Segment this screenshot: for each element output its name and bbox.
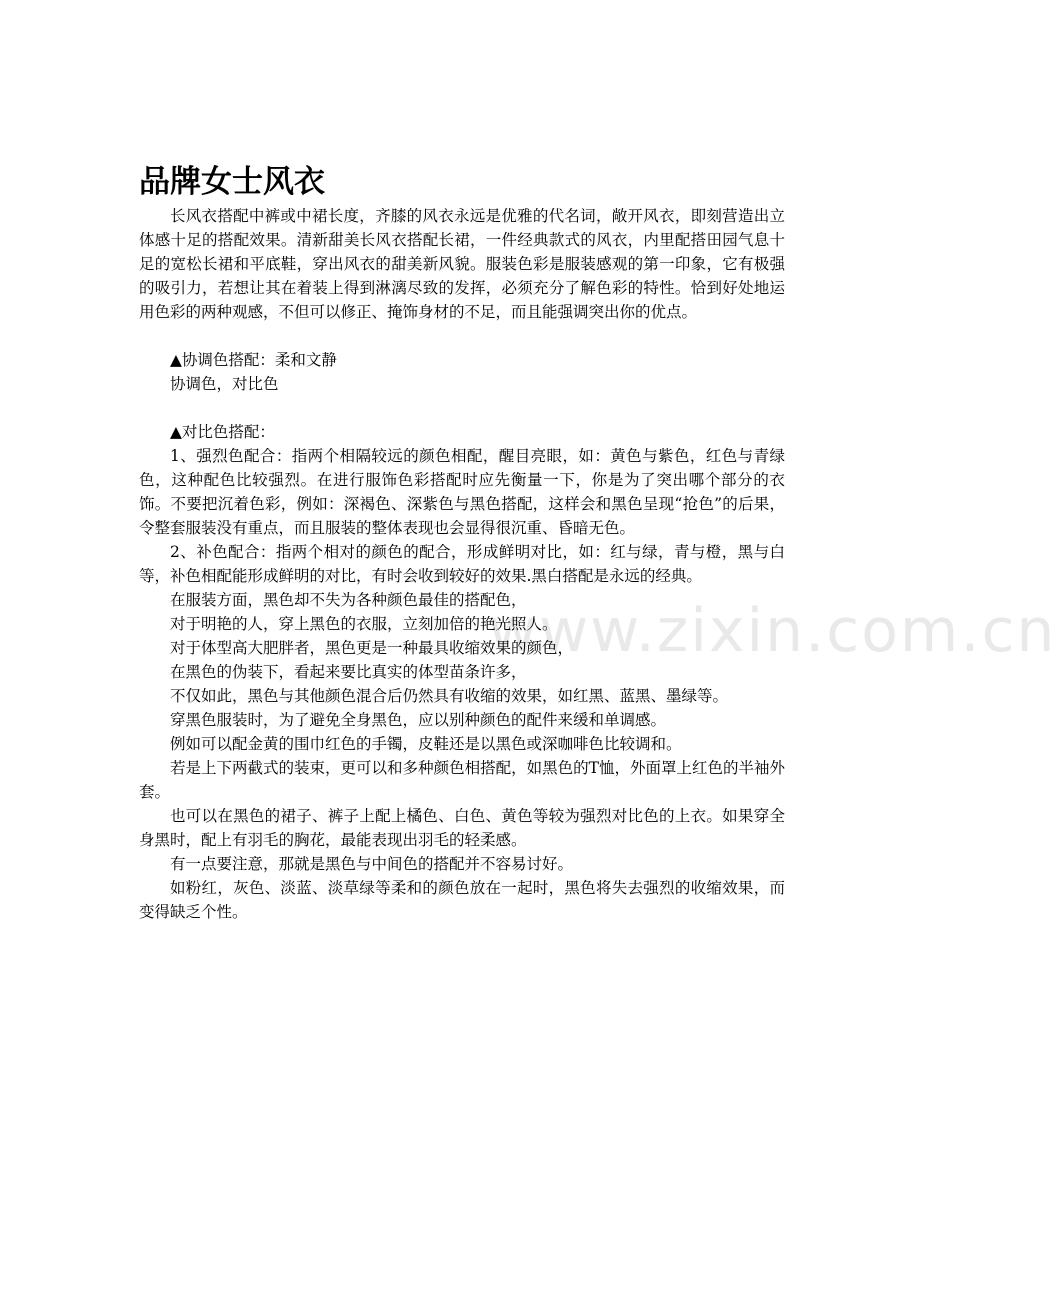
body-paragraph: 例如可以配金黄的围巾红色的手镯，皮鞋还是以黑色或深咖啡色比较调和。 [170,735,682,753]
body-paragraph: 1、强烈色配合：指两个相隔较远的颜色相配，醒目亮眼，如：黄色与紫色，红色与青绿色，这种配色比较强烈。在进行服饰色彩搭配时应先衡量一下，你是为了突出哪个部分的衣饰。不要把沉着色彩，例如：深褐色、深紫色与黑色搭配，这样会和黑色呈现“抢色”的后果，令整套服装没有重点，而且服装的整体表现也会显得很沉重、昏暗无色。 [139,447,785,537]
body-paragraph: 若是上下两截式的装束，更可以和多种颜色相搭配，如黑色的T恤，外面罩上红色的半袖外套。 [139,759,785,801]
spacer [139,396,785,420]
body-paragraph: 在服装方面，黑色却不失为各种颜色最佳的搭配色， [170,591,527,609]
body-paragraph: 有一点要注意，那就是黑色与中间色的搭配并不容易讨好。 [170,855,574,873]
body-paragraph: 2、补色配合：指两个相对的颜色的配合，形成鲜明对比，如：红与绿，青与橙，黑与白等，补色相配能形成鲜明的对比，有时会收到较好的效果.黑白搭配是永远的经典。 [139,543,785,585]
body-paragraph: 不仅如此，黑色与其他颜色混合后仍然具有收缩的效果，如红黑、蓝黑、墨绿等。 [170,687,729,705]
body-paragraph: 对于明艳的人，穿上黑色的衣服，立刻加倍的艳光照人。 [170,615,558,633]
section-heading-contrast: ▲对比色搭配： [170,423,275,441]
section-text-harmonious: 协调色，对比色 [170,375,279,393]
spacer [139,324,785,348]
body-paragraph: 也可以在黑色的裙子、裤子上配上橘色、白色、黄色等较为强烈对比色的上衣。如果穿全身黑时，配上有羽毛的胸花，最能表现出羽毛的轻柔感。 [139,807,785,849]
body-paragraph: 如粉红，灰色、淡蓝、淡草绿等柔和的颜色放在一起时，黑色将失去强烈的收缩效果，而变得缺乏个性。 [139,879,785,921]
body-paragraph: 对于体型高大肥胖者，黑色更是一种最具收缩效果的颜色， [170,639,574,657]
watermark-text: www.zixin.com.cn [488,596,1056,666]
body-paragraph: 在黑色的伪装下，看起来要比真实的体型苗条许多， [170,663,527,681]
document-title: 品牌女士风衣 [139,164,325,200]
intro-paragraph: 长风衣搭配中裤或中裙长度，齐膝的风衣永远是优雅的代名词，敞开风衣，即刻营造出立体感十足的搭配效果。清新甜美长风衣搭配长裙，一件经典款式的风衣，内里配搭田园气息十足的宽松长裙和平底鞋，穿出风衣的甜美新风貌。服装色彩是服装感观的第一印象，它有极强的吸引力，若想让其在着装上得到淋漓尽致的发挥，必须充分了解色彩的特性。恰到好处地运用色彩的两种观感，不但可以修正、掩饰身材的不足，而且能强调突出你的优点。 [139,207,785,321]
section-heading-harmonious: ▲协调色搭配：柔和文静 [170,351,337,369]
document-page [139,162,785,924]
body-paragraph: 穿黑色服装时，为了避免全身黑色，应以别种颜色的配件来缓和单调感。 [170,711,667,729]
